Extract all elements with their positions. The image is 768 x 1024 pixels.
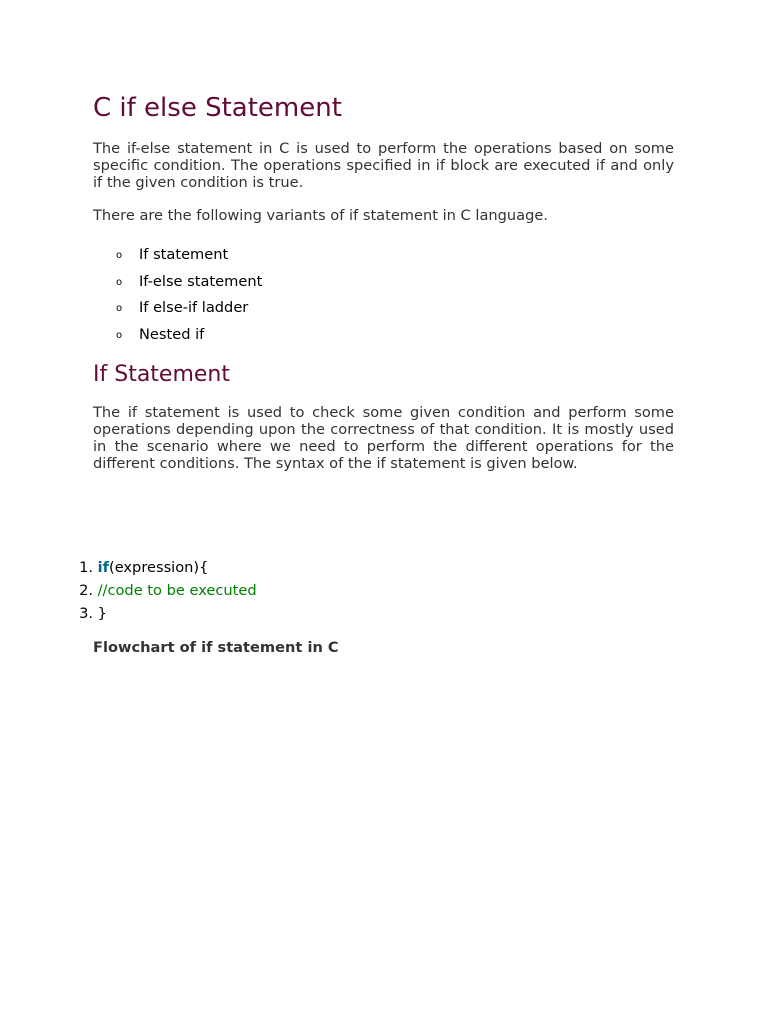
list-item xyxy=(116,325,262,352)
code-keyword: if xyxy=(97,559,109,576)
variant-label: If statement xyxy=(139,246,229,263)
variants-list xyxy=(116,245,262,351)
list-item xyxy=(116,245,262,272)
code-text xyxy=(98,558,209,578)
variants-intro-paragraph: There are the following variants of if statement in C language. xyxy=(93,207,548,224)
code-block xyxy=(60,558,257,627)
intro-paragraph: The if-else statement in C is used to perform the operations based on some specific condition. The operations specified in if block are executed if and only if the given condition is true. xyxy=(93,140,674,191)
line-number: 3. xyxy=(79,605,93,622)
list-item xyxy=(116,298,262,325)
circle-bullet-icon: o xyxy=(116,276,123,288)
code-text: } xyxy=(97,605,107,622)
variant-label: Nested if xyxy=(139,325,205,343)
circle-bullet-icon: o xyxy=(116,250,123,261)
page-title: C if else Statement xyxy=(93,93,342,123)
code-line xyxy=(60,581,257,604)
line-number: 1. xyxy=(79,559,93,576)
variant-label: If else-if ladder xyxy=(139,299,249,316)
figure-caption: Flowchart of if statement in C xyxy=(93,639,339,656)
section-title: If Statement xyxy=(93,362,230,387)
circle-bullet-icon: o xyxy=(116,329,123,341)
line-number: 2. xyxy=(79,582,93,599)
circle-bullet-icon: o xyxy=(116,303,123,314)
list-item xyxy=(116,272,262,299)
code-expression: (expression){ xyxy=(109,559,209,576)
section-paragraph: The if statement is used to check some given condition and perform some operations depending upon the correctness of that condition. It is mostly used in the scenario where we need to perform the different operations for the different conditions. The syntax of the if statement is given below. xyxy=(93,404,674,472)
code-line xyxy=(60,604,257,627)
code-comment: //code to be executed xyxy=(97,582,257,599)
code-line xyxy=(60,558,257,581)
variant-label: If-else statement xyxy=(139,272,263,290)
